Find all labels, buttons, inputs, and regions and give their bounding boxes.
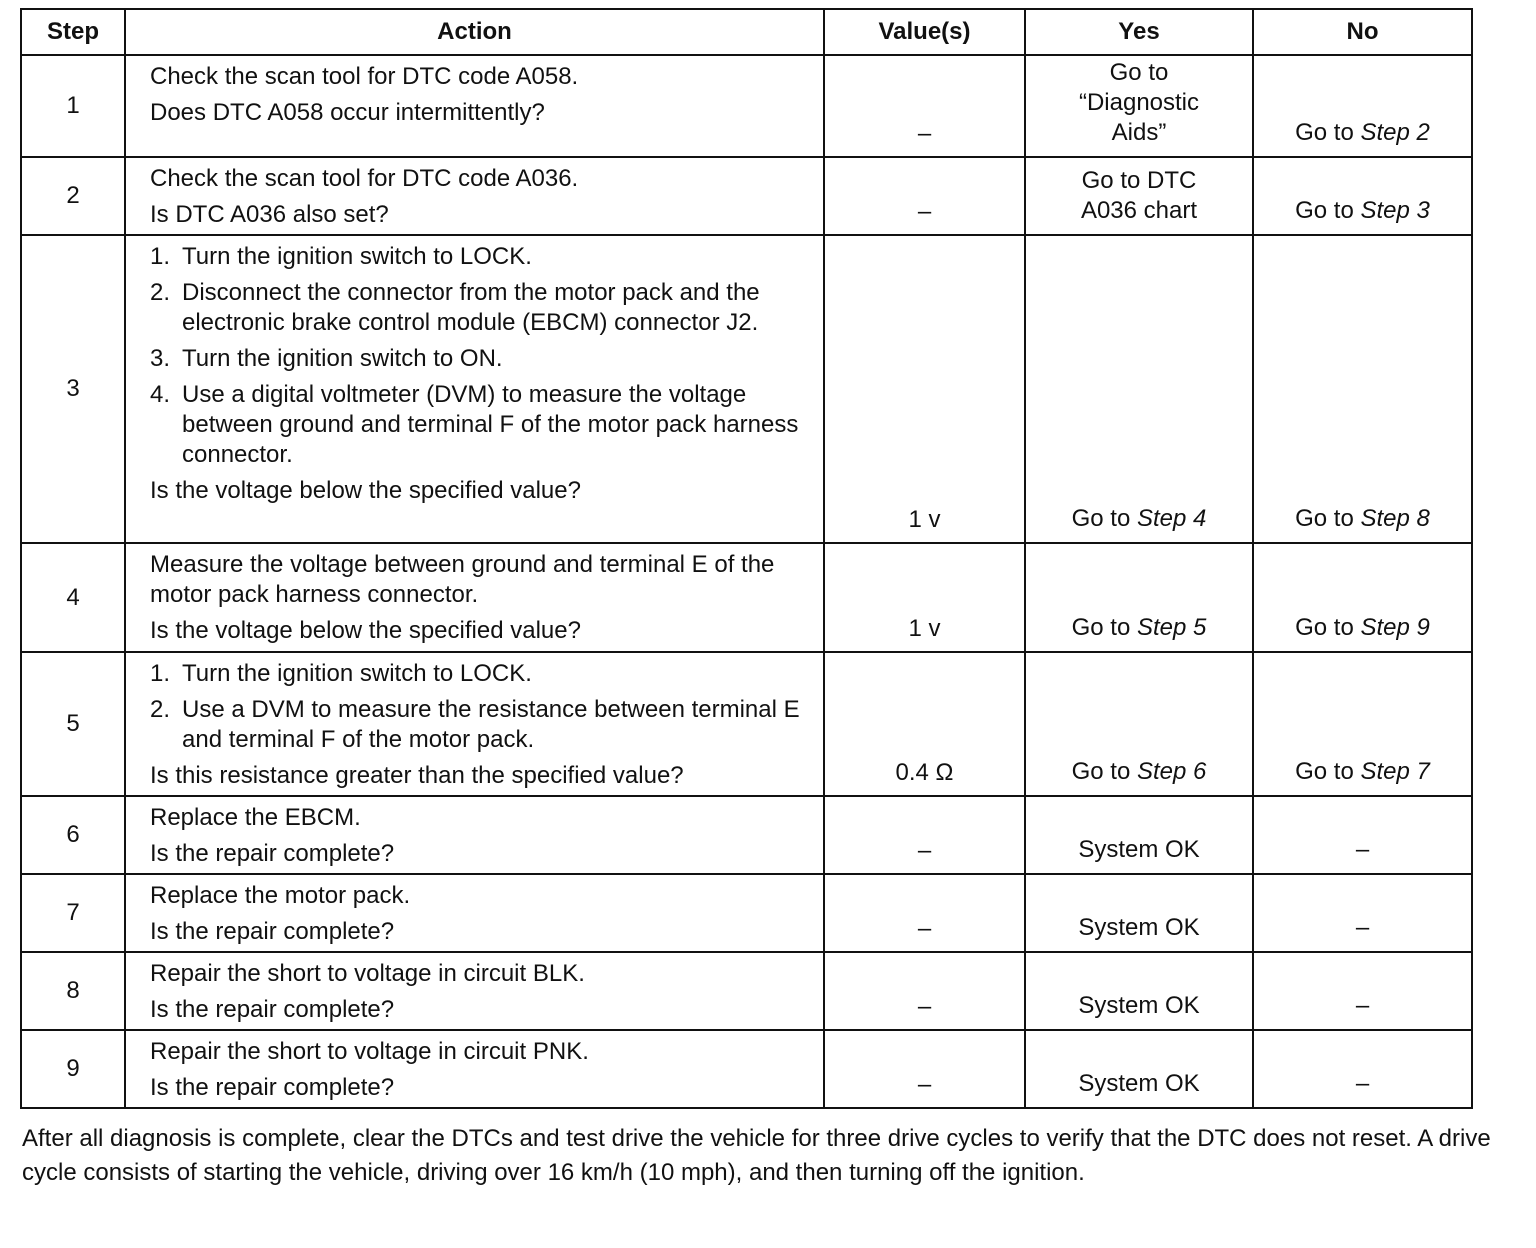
header-no: No — [1253, 9, 1472, 55]
item-text: Use a digital voltmeter (DVM) to measure the voltage between ground and terminal F of the motor pack harness connector. — [182, 381, 799, 468]
table-row — [21, 652, 1472, 796]
action-cell — [125, 55, 824, 157]
yes-cell — [1025, 157, 1253, 235]
item-text: Turn the ignition switch to ON. — [182, 345, 503, 372]
yes-outcome — [1030, 835, 1248, 865]
item-number: 2. — [150, 279, 171, 306]
table-row — [21, 235, 1472, 543]
no-text: – — [1355, 992, 1370, 1019]
action-step-item — [150, 242, 809, 272]
action-line: Is the repair complete? — [150, 840, 395, 867]
yes-outcome — [1030, 913, 1248, 943]
item-number: 4. — [150, 381, 171, 408]
yes-outcome — [1030, 504, 1248, 534]
yes-outcome — [1030, 757, 1248, 787]
value-cell: – — [824, 796, 1025, 874]
item-text: Turn the ignition switch to LOCK. — [182, 660, 532, 687]
no-cell — [1253, 796, 1472, 874]
yes-text: System OK — [1078, 836, 1200, 863]
item-number: 3. — [150, 345, 171, 372]
step-number: 5 — [21, 652, 125, 796]
action-step-item — [150, 278, 809, 338]
item-text: Turn the ignition switch to LOCK. — [182, 243, 532, 270]
no-cell — [1253, 157, 1472, 235]
no-text: Go to — [1295, 614, 1361, 641]
action-line: Is DTC A036 also set? — [150, 201, 389, 228]
no-text: Go to — [1295, 758, 1361, 785]
table-row — [21, 796, 1472, 874]
action-line: Is the repair complete? — [150, 1074, 395, 1101]
action-question: Is the voltage below the specified value? — [150, 617, 581, 644]
action-step-item — [150, 659, 809, 689]
action-cell — [125, 1030, 824, 1108]
step-number: 6 — [21, 796, 125, 874]
no-cell — [1253, 1030, 1472, 1108]
yes-step-ref: Step 6 — [1136, 758, 1207, 785]
value-cell: 1 v — [824, 543, 1025, 652]
yes-cell — [1025, 543, 1253, 652]
header-values: Value(s) — [824, 9, 1025, 55]
no-cell — [1253, 952, 1472, 1030]
yes-cell — [1025, 874, 1253, 952]
yes-cell — [1025, 235, 1253, 543]
no-step-ref: Step 3 — [1360, 197, 1430, 224]
yes-cell — [1025, 952, 1253, 1030]
no-cell — [1253, 543, 1472, 652]
yes-outcome — [1059, 58, 1219, 148]
no-outcome — [1258, 613, 1467, 643]
value-cell: – — [824, 1030, 1025, 1108]
no-text: – — [1355, 836, 1370, 863]
action-cell — [125, 952, 824, 1030]
action-line: Does DTC A058 occur intermittently? — [150, 99, 545, 126]
item-number: 1. — [150, 243, 171, 270]
action-line: Repair the short to voltage in circuit BLK. — [150, 960, 585, 987]
item-number: 1. — [150, 660, 171, 687]
no-outcome — [1258, 1069, 1467, 1099]
yes-text: Go to DTC A036 chart — [1080, 167, 1198, 224]
no-outcome — [1258, 913, 1467, 943]
action-cell — [125, 652, 824, 796]
no-outcome — [1258, 504, 1467, 534]
yes-outcome — [1030, 991, 1248, 1021]
yes-outcome — [1064, 166, 1214, 226]
step-number: 9 — [21, 1030, 125, 1108]
no-outcome — [1258, 118, 1467, 148]
header-yes: Yes — [1025, 9, 1253, 55]
yes-text: System OK — [1078, 914, 1200, 941]
item-text: Disconnect the connector from the motor pack and the electronic brake control module (EBCM) connector J2. — [182, 279, 760, 336]
yes-text: Go to “Diagnostic Aids” — [1078, 59, 1200, 146]
no-cell — [1253, 235, 1472, 543]
no-step-ref: Step 9 — [1360, 614, 1430, 641]
no-outcome — [1258, 835, 1467, 865]
no-text: Go to — [1295, 197, 1361, 224]
value-cell: – — [824, 55, 1025, 157]
yes-text: Go to — [1071, 758, 1137, 785]
action-cell — [125, 543, 824, 652]
yes-step-ref: Step 4 — [1136, 505, 1207, 532]
action-line: Check the scan tool for DTC code A058. — [150, 63, 579, 90]
no-outcome — [1258, 196, 1467, 226]
item-text: Use a DVM to measure the resistance between terminal E and terminal F of the motor pack. — [182, 696, 800, 753]
action-line: Is the repair complete? — [150, 996, 395, 1023]
header-action: Action — [125, 9, 824, 55]
yes-text: System OK — [1078, 992, 1200, 1019]
no-step-ref: Step 2 — [1360, 119, 1430, 146]
table-row — [21, 543, 1472, 652]
table-row — [21, 157, 1472, 235]
no-step-ref: Step 7 — [1360, 758, 1430, 785]
action-line: Measure the voltage between ground and terminal E of the motor pack harness connector. — [150, 551, 775, 608]
yes-outcome — [1030, 613, 1248, 643]
yes-cell — [1025, 652, 1253, 796]
action-step-item — [150, 695, 809, 755]
action-cell — [125, 874, 824, 952]
no-text: – — [1355, 914, 1370, 941]
action-line: Replace the EBCM. — [150, 804, 361, 831]
table-row — [21, 952, 1472, 1030]
yes-cell — [1025, 796, 1253, 874]
no-cell — [1253, 55, 1472, 157]
yes-cell — [1025, 55, 1253, 157]
step-number: 3 — [21, 235, 125, 543]
action-question: Is the voltage below the specified value? — [150, 477, 581, 504]
action-line: Check the scan tool for DTC code A036. — [150, 165, 579, 192]
item-number: 2. — [150, 696, 171, 723]
value-cell: 0.4 Ω — [824, 652, 1025, 796]
value-cell: 1 v — [824, 235, 1025, 543]
table-row — [21, 874, 1472, 952]
value-cell: – — [824, 874, 1025, 952]
action-line: Replace the motor pack. — [150, 882, 411, 909]
footnote-text: After all diagnosis is complete, clear the DTCs and test drive the vehicle for three drive cycles to verify that the DTC does not reset. A drive cycle consists of starting the vehicle, driving over 16 km/h (10 mph), and then turning off the ignition. — [22, 1125, 1491, 1186]
header-step: Step — [21, 9, 125, 55]
no-outcome — [1258, 757, 1467, 787]
action-cell — [125, 157, 824, 235]
action-line: Is the repair complete? — [150, 918, 395, 945]
step-number: 1 — [21, 55, 125, 157]
action-line: Repair the short to voltage in circuit PNK. — [150, 1038, 589, 1065]
no-step-ref: Step 8 — [1360, 505, 1430, 532]
no-text: Go to — [1295, 119, 1361, 146]
table-row — [21, 1030, 1472, 1108]
table-row — [21, 55, 1472, 157]
step-number: 2 — [21, 157, 125, 235]
value-cell: – — [824, 157, 1025, 235]
table-header-row — [21, 9, 1472, 55]
step-number: 7 — [21, 874, 125, 952]
yes-cell — [1025, 1030, 1253, 1108]
table-body — [21, 55, 1472, 1108]
action-step-item — [150, 344, 809, 374]
value-cell: – — [824, 952, 1025, 1030]
no-cell — [1253, 874, 1472, 952]
step-number: 8 — [21, 952, 125, 1030]
action-cell — [125, 235, 824, 543]
yes-text: System OK — [1078, 1070, 1200, 1097]
yes-outcome — [1030, 1069, 1248, 1099]
no-outcome — [1258, 991, 1467, 1021]
action-question: Is this resistance greater than the specified value? — [150, 762, 684, 789]
no-cell — [1253, 652, 1472, 796]
diagnostic-table — [20, 8, 1473, 1109]
action-step-item — [150, 380, 809, 470]
yes-step-ref: Step 5 — [1136, 614, 1207, 641]
yes-text: Go to — [1071, 614, 1137, 641]
no-text: Go to — [1295, 505, 1361, 532]
action-cell — [125, 796, 824, 874]
no-text: – — [1355, 1070, 1370, 1097]
step-number: 4 — [21, 543, 125, 652]
yes-text: Go to — [1071, 505, 1137, 532]
